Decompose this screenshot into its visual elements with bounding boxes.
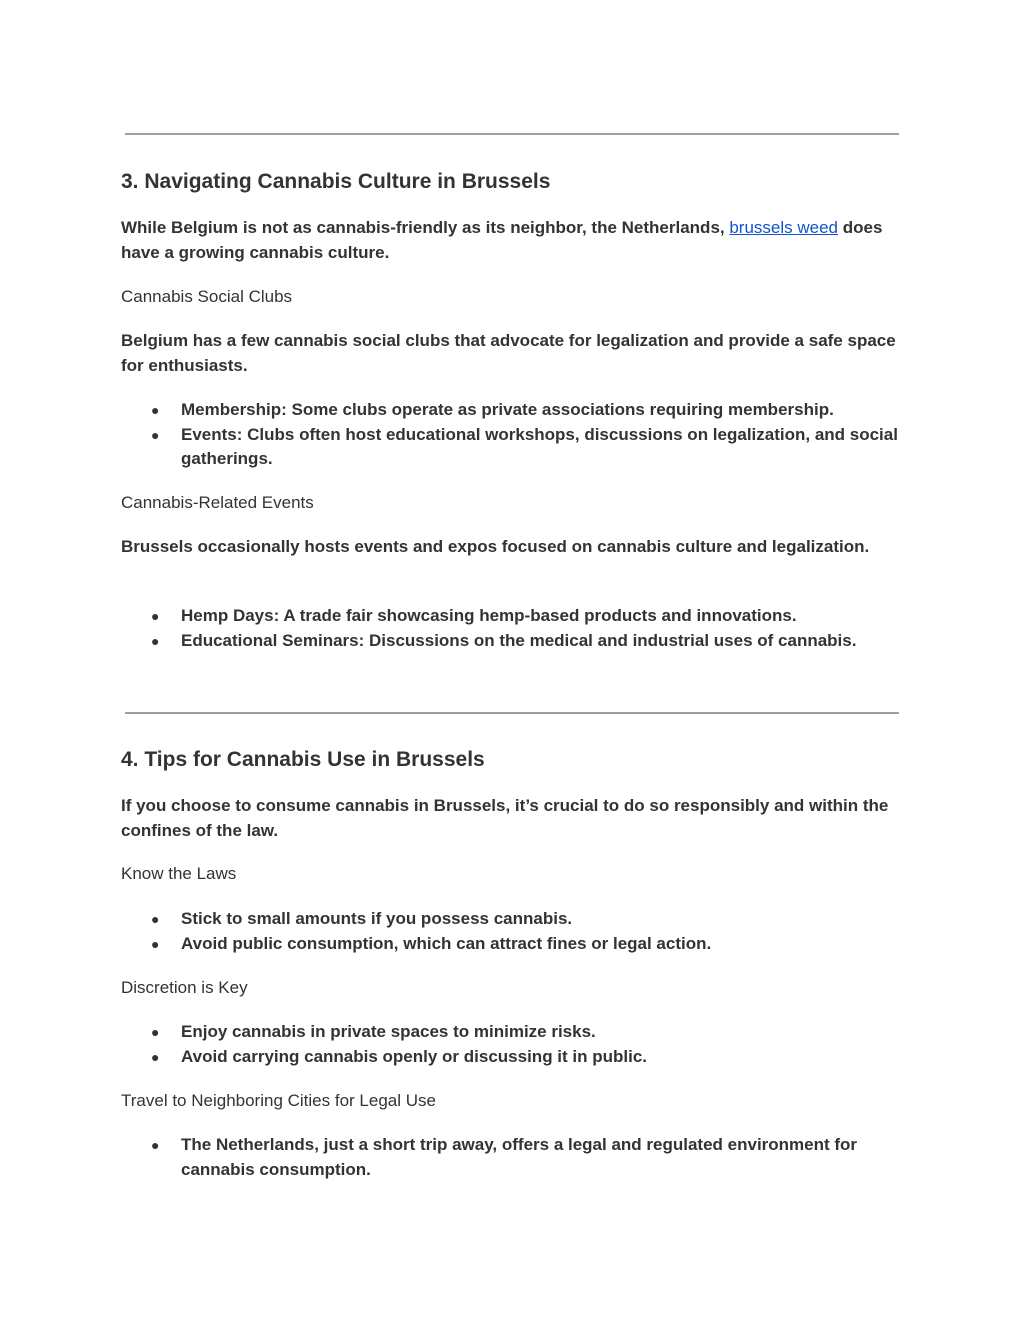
- section-3-intro: [121, 216, 911, 265]
- list-item: [121, 1020, 911, 1045]
- know-the-laws-list: [121, 907, 911, 956]
- bullet-icon: ●: [151, 632, 160, 649]
- bullet-icon: ●: [151, 911, 160, 927]
- section-4-heading: 4. Tips for Cannabis Use in Brussels: [121, 748, 485, 771]
- bullet-icon: ●: [151, 1137, 160, 1153]
- bullet-icon: ●: [151, 1024, 160, 1040]
- section-4-intro: If you choose to consume cannabis in Brussels, it’s crucial to do so responsibly and within the confines of the law.: [121, 796, 889, 840]
- bullet-icon: ●: [151, 426, 160, 443]
- list-item: [121, 423, 911, 472]
- list-item-text: The Netherlands, just a short trip away, offers a legal and regulated environment for cannabis consumption.: [181, 1135, 858, 1179]
- bullet-icon: ●: [151, 935, 160, 952]
- travel-list: [121, 1133, 911, 1182]
- section-divider-middle: [125, 712, 899, 714]
- list-item: [121, 907, 911, 932]
- list-item-text: Stick to small amounts if you possess cannabis.: [181, 909, 573, 928]
- bullet-icon: ●: [151, 1048, 160, 1065]
- list-item: [121, 1045, 911, 1070]
- list-item: [121, 398, 911, 423]
- list-item-text: Enjoy cannabis in private spaces to minimize risks.: [181, 1022, 596, 1041]
- bullet-icon: ●: [151, 402, 160, 418]
- list-item-text: Educational Seminars: Discussions on the medical and industrial uses of cannabis.: [181, 630, 857, 650]
- cannabis-related-events-text: Brussels occasionally hosts events and expos focused on cannabis culture and legalization.: [121, 537, 870, 556]
- section-3-heading: 3. Navigating Cannabis Culture in Brussels: [121, 170, 551, 193]
- list-item-text: Hemp Days: A trade fair showcasing hemp-based products and innovations.: [181, 606, 797, 625]
- discretion-subheading: Discretion is Key: [121, 978, 248, 997]
- list-item: [121, 932, 911, 957]
- section-divider-top: [125, 133, 899, 135]
- cannabis-social-clubs-subheading: Cannabis Social Clubs: [121, 287, 293, 306]
- intro-text-after: does have a growing cannabis culture.: [121, 218, 883, 262]
- cannabis-related-events-subheading: Cannabis-Related Events: [121, 493, 314, 512]
- list-item-text: Avoid carrying cannabis openly or discussing it in public.: [181, 1046, 648, 1066]
- intro-text-before: While Belgium is not as cannabis-friendly as its neighbor, the Netherlands,: [121, 218, 730, 237]
- cannabis-social-clubs-text: Belgium has a few cannabis social clubs that advocate for legalization and provide a safe space for enthusiasts.: [121, 331, 896, 375]
- cannabis-social-clubs-list: [121, 398, 911, 472]
- brussels-weed-link[interactable]: brussels weed: [729, 218, 839, 237]
- list-item-text: Membership: Some clubs operate as private associations requiring membership.: [181, 400, 834, 419]
- list-item: [121, 604, 911, 629]
- list-item-text: Avoid public consumption, which can attract fines or legal action.: [181, 933, 712, 953]
- discretion-list: [121, 1020, 911, 1069]
- cannabis-related-events-list: [121, 604, 911, 653]
- know-the-laws-subheading: Know the Laws: [121, 864, 237, 883]
- list-item-text: Events: Clubs often host educational workshops, discussions on legalization, and social gatherings.: [181, 424, 898, 468]
- list-item: [121, 629, 911, 654]
- list-item: [121, 1133, 911, 1182]
- bullet-icon: ●: [151, 608, 160, 624]
- travel-subheading: Travel to Neighboring Cities for Legal Use: [121, 1091, 436, 1110]
